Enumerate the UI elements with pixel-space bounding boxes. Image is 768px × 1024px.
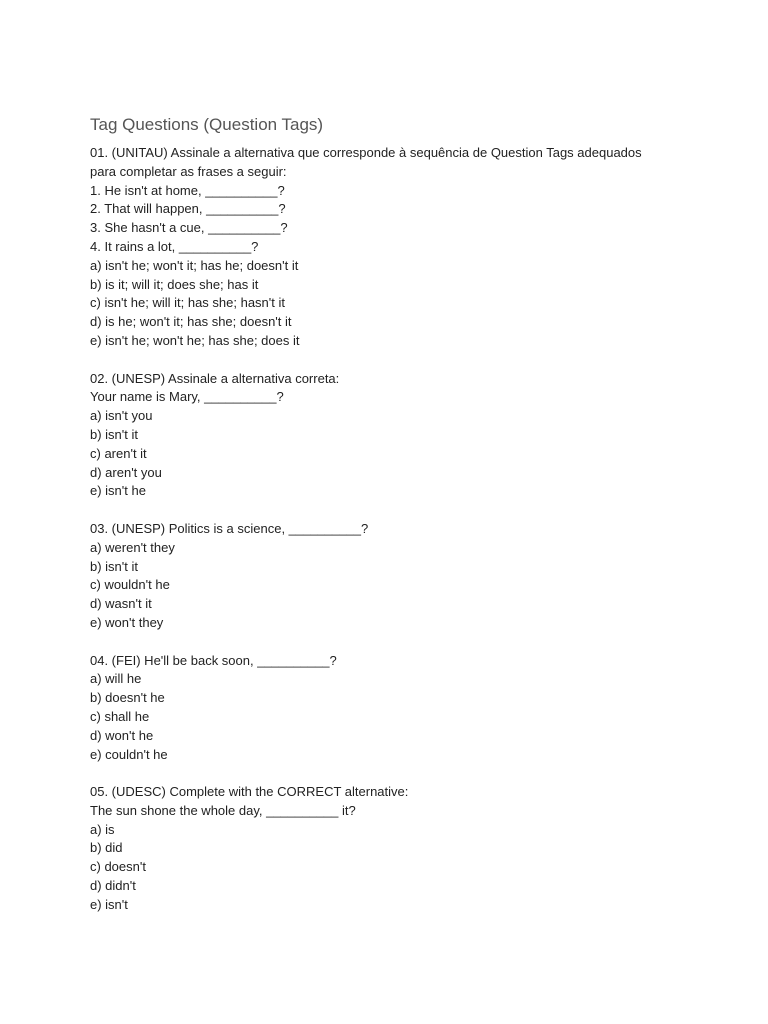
answer-option: a) will he (90, 671, 142, 687)
question-header: 01. (UNITAU) Assinale a alternativa que corresponde à sequência de Question Tags adequados (90, 145, 642, 160)
answer-option: e) couldn't he (90, 746, 168, 762)
question-header: 02. (UNESP) Assinale a alternativa correta: (90, 370, 340, 386)
question-04 (90, 652, 730, 765)
answer-option: d) is he; won't it; has she; doesn't it (90, 314, 292, 330)
answer-option: c) wouldn't he (90, 577, 170, 593)
answer-option: d) aren't you (90, 464, 162, 480)
question-prompt: Your name is Mary, __________? (90, 389, 284, 405)
question-prompt: 3. She hasn't a cue, __________? (90, 220, 288, 236)
answer-option: b) isn't it (90, 426, 138, 442)
answer-option: b) did (90, 840, 123, 856)
question-header-continuation: para completar as frases a seguir: (90, 163, 287, 179)
question-header: 05. (UDESC) Complete with the CORRECT alternative: (90, 784, 409, 800)
answer-option: c) aren't it (90, 445, 147, 461)
answer-option: c) doesn't (90, 859, 146, 875)
document-page (90, 114, 730, 915)
question-05 (90, 783, 730, 915)
answer-option: a) isn't you (90, 408, 153, 424)
answer-option: d) didn't (90, 878, 136, 894)
answer-option: a) weren't they (90, 539, 175, 555)
answer-option: b) doesn't he (90, 690, 165, 706)
answer-option: a) is (90, 821, 115, 837)
answer-option: d) wasn't it (90, 596, 152, 612)
answer-option: e) won't they (90, 614, 164, 630)
question-prompt: 1. He isn't at home, __________? (90, 182, 285, 198)
answer-option: b) is it; will it; does she; has it (90, 276, 259, 292)
answer-option: c) shall he (90, 708, 150, 724)
question-02 (90, 370, 730, 502)
question-03 (90, 520, 730, 633)
answer-option: c) isn't he; will it; has she; hasn't it (90, 295, 285, 311)
answer-option: e) isn't (90, 896, 128, 912)
answer-option: b) isn't it (90, 558, 138, 574)
question-prompt: The sun shone the whole day, __________ it? (90, 802, 356, 818)
question-prompt: 4. It rains a lot, __________? (90, 238, 259, 254)
question-header: 03. (UNESP) Politics is a science, __________? (90, 520, 369, 536)
document-title: Tag Questions (Question Tags) (90, 115, 324, 134)
question-01 (90, 144, 730, 351)
answer-option: d) won't he (90, 727, 154, 743)
question-header: 04. (FEI) He'll be back soon, __________? (90, 652, 337, 668)
answer-option: e) isn't he; won't he; has she; does it (90, 332, 300, 348)
answer-option: a) isn't he; won't it; has he; doesn't it (90, 257, 299, 273)
question-prompt: 2. That will happen, __________? (90, 201, 286, 217)
answer-option: e) isn't he (90, 483, 146, 499)
